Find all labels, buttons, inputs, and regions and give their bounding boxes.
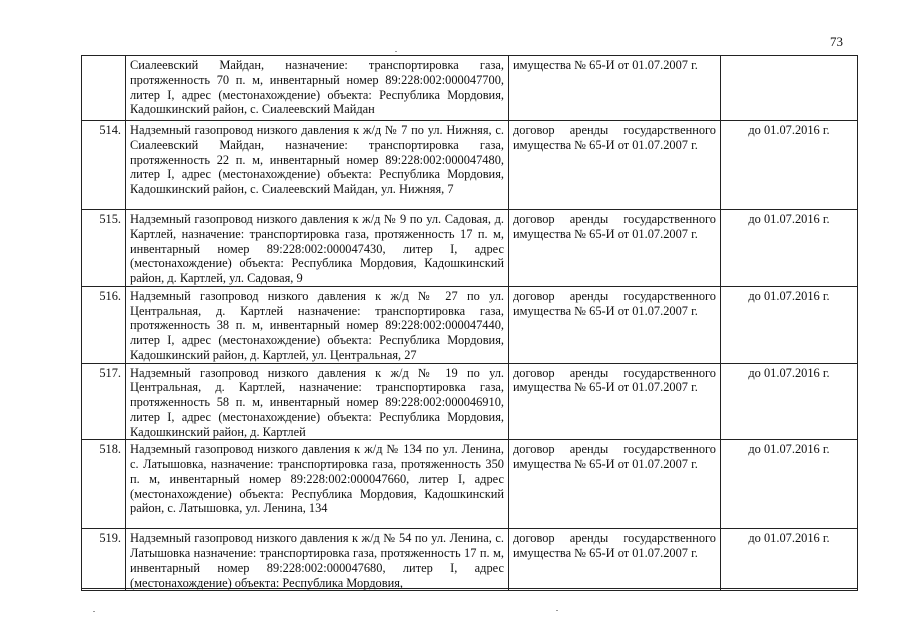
scan-speck [556, 610, 558, 611]
lease-term [721, 56, 858, 121]
row-number: 518. [82, 440, 126, 529]
row-number: 516. [82, 286, 126, 363]
lease-basis: договор аренды государственного имущества № 65-И от 01.07.2007 г. [509, 286, 721, 363]
row-number: 515. [82, 210, 126, 287]
lease-basis: договор аренды государственного имущества № 65-И от 01.07.2007 г. [509, 363, 721, 440]
object-description: Надземный газопровод низкого давления к ж/д № 19 по ул. Центральная, д. Картлей, назначение: транспортировка газа, протяженность 58 п. м, инвентарный номер 89:228:002:000046910, литер I, адрес (местонахождение) объекта: Республика Мордовия, Кадошкинский район, д. Картлей [126, 363, 509, 440]
table-row [82, 363, 858, 440]
object-description: Надземный газопровод низкого давления к ж/д № 54 по ул. Ленина, с. Латышовка назначение: транспортировка газа, протяженность 17 п. м, инвентарный номер 89:228:002:000047680, литер I, адрес (местонахождение) объекта: Республика Мордовия, [126, 529, 509, 591]
table-row [82, 286, 858, 363]
table-row [82, 210, 858, 287]
object-description: Надземный газопровод низкого давления к ж/д № 7 по ул. Нижняя, с. Сиалеевский Майдан, назначение: транспортировка газа, протяженность 22 п. м, инвентарный номер 89:228:002:000047480, литер I, адрес (местонахождение) объекта: Республика Мордовия, Кадошкинский район, с. Сиалеевский Майдан, ул. Нижняя, 7 [126, 121, 509, 210]
lease-basis: имущества № 65-И от 01.07.2007 г. [509, 56, 721, 121]
lease-basis: договор аренды государственного имущества № 65-И от 01.07.2007 г. [509, 440, 721, 529]
table-row [82, 121, 858, 210]
table-row [82, 529, 858, 591]
object-description: Надземный газопровод низкого давления к ж/д № 9 по ул. Садовая, д. Картлей, назначение: транспортировка газа, протяженность 17 п. м, инвентарный номер 89:228:002:000047430, литер I, адрес (местонахождение) объекта: Республика Мордовия, Кадошкинский район, д. Картлей, ул. Садовая, 9 [126, 210, 509, 287]
lease-basis: договор аренды государственного имущества № 65-И от 01.07.2007 г. [509, 121, 721, 210]
object-description: Сиалеевский Майдан, назначение: транспортировка газа, протяженность 70 п. м, инвентарный номер 89:228:002:000047700, литер I, адрес (местонахождение) объекта: Республика Мордовия, Кадошкинский район, с. Сиалеевский Майдан [126, 56, 509, 121]
lease-basis: договор аренды государственного имущества № 65-И от 01.07.2007 г. [509, 529, 721, 591]
row-number: 514. [82, 121, 126, 210]
page-number: 73 [830, 34, 843, 49]
scan-speck [93, 611, 95, 612]
table-row [82, 440, 858, 529]
row-number [82, 56, 126, 121]
property-registry-table [81, 55, 858, 591]
object-description: Надземный газопровод низкого давления к ж/д № 134 по ул. Ленина, с. Латышовка, назначение: транспортировка газа, протяженность 350 п. м, инвентарный номер 89:228:002:000047660, литер I, адрес (местонахождение) объекта: Республика Мордовия, Кадошкинский район, с. Латышовка, ул. Ленина, 134 [126, 440, 509, 529]
lease-term: до 01.07.2016 г. [721, 529, 858, 591]
lease-term: до 01.07.2016 г. [721, 363, 858, 440]
row-number: 519. [82, 529, 126, 591]
lease-basis: договор аренды государственного имущества № 65-И от 01.07.2007 г. [509, 210, 721, 287]
table-bottom-border [81, 588, 857, 589]
scan-speck [395, 51, 397, 52]
lease-term: до 01.07.2016 г. [721, 440, 858, 529]
row-number: 517. [82, 363, 126, 440]
lease-term: до 01.07.2016 г. [721, 286, 858, 363]
table-row [82, 56, 858, 121]
lease-term: до 01.07.2016 г. [721, 121, 858, 210]
object-description: Надземный газопровод низкого давления к ж/д № 27 по ул. Центральная, д. Картлей назначение: транспортировка газа, протяженность 38 п. м, инвентарный номер 89:228:002:000047440, литер I, адрес (местонахождение) объекта: Республика Мордовия, Кадошкинский район, д. Картлей, ул. Центральная, 27 [126, 286, 509, 363]
lease-term: до 01.07.2016 г. [721, 210, 858, 287]
